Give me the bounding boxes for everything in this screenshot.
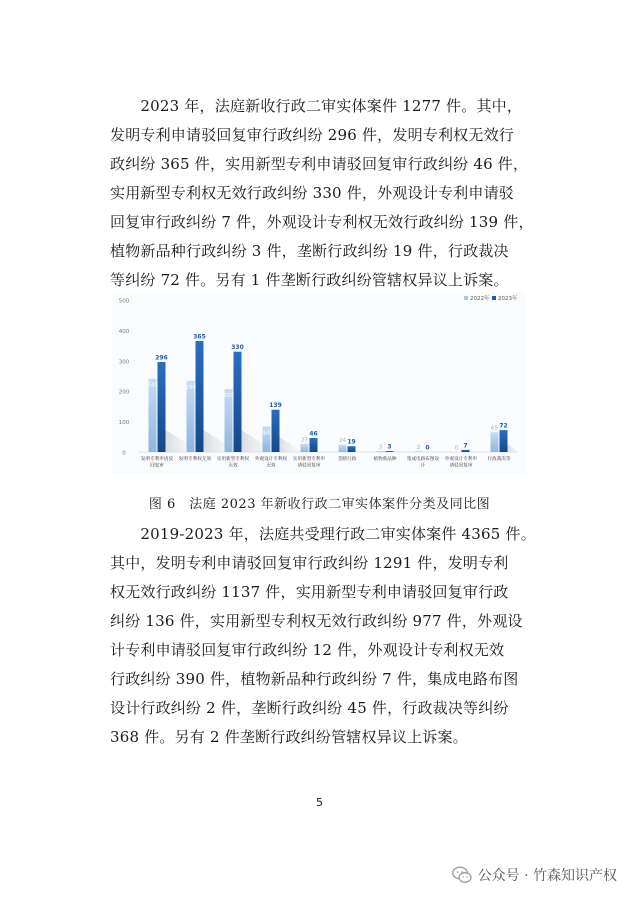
data-label: 241 xyxy=(147,382,158,389)
x-tick-label: 外观设计专利权 xyxy=(254,457,288,462)
y-tick-label: 400 xyxy=(118,328,130,335)
x-tick-label: 外观设计专利申 xyxy=(444,457,478,462)
paragraph-line: 计专利申请驳回复审行政纠纷 12 件，外观设计专利权无效 xyxy=(110,641,505,659)
data-label: 207 xyxy=(223,393,234,400)
bar-2022 xyxy=(491,432,499,452)
y-tick-label: 300 xyxy=(118,359,130,366)
x-tick-label: 回复审 xyxy=(150,463,164,469)
paragraph-line: 实用新型专利权无效行政纠纷 330 件，外观设计专利申请驳 xyxy=(110,184,514,202)
bar-2023 xyxy=(310,438,318,452)
paragraph-line: 设计行政纠纷 2 件，垄断行政纠纷 45 件，行政裁决等纠纷 xyxy=(110,699,509,717)
bar-2023 xyxy=(196,341,204,452)
watermark-text: 公众号 · 竹森知识产权 xyxy=(477,868,617,884)
paragraph-1 xyxy=(110,92,534,295)
bar-2023 xyxy=(234,352,242,452)
bar-2023 xyxy=(386,451,394,452)
bar-2022 xyxy=(415,451,423,452)
data-label: 24 xyxy=(339,438,346,445)
data-label: 3 xyxy=(378,444,383,451)
bar-2023 xyxy=(500,430,508,452)
x-tick-label: 实用新型专利权 xyxy=(216,457,250,462)
paragraph-line: 等纠纷 72 件。另有 1 件垄断行政纠纷管辖权异议上诉案。 xyxy=(110,271,509,289)
paragraph-line: 纠纷 136 件，实用新型专利权无效行政纠纷 977 件，外观设 xyxy=(110,612,523,630)
bar-2022 xyxy=(187,381,195,452)
x-tick-label: 无效 xyxy=(228,463,238,469)
bar-2022 xyxy=(301,444,309,452)
x-tick-label: 发明专利申请驳 xyxy=(140,457,174,462)
page-number: 5 xyxy=(316,796,323,809)
bar-2023 xyxy=(272,410,280,452)
x-tick-label: 计 xyxy=(420,463,426,469)
bar-2022 xyxy=(149,379,157,452)
paragraph-line: 发明专利申请驳回复审行政纠纷 296 件，发明专利权无效行 xyxy=(110,126,514,144)
y-tick-label: 200 xyxy=(118,389,130,396)
paragraph-line: 行政纠纷 390 件，植物新品种行政纠纷 7 件，集成电路布图 xyxy=(110,670,519,688)
y-tick-label: 0 xyxy=(122,450,126,457)
legend-swatch-2022 xyxy=(464,296,468,300)
data-label: 84 xyxy=(263,430,270,437)
x-tick-label: 植物新品种 xyxy=(373,457,397,462)
data-label: 0 xyxy=(454,445,459,452)
wechat-icon xyxy=(452,866,472,884)
data-label: 365 xyxy=(193,333,206,341)
data-label: 72 xyxy=(499,422,508,430)
legend-label-2023: 2023年 xyxy=(498,296,518,302)
paragraph-2 xyxy=(110,520,536,752)
paragraph-line: 政纠纷 365 件，实用新型专利申请驳回复审行政纠纷 46 件， xyxy=(110,155,529,173)
data-label: 65 xyxy=(491,425,498,432)
x-tick-label: 请驳回复审 xyxy=(449,463,473,469)
x-tick-label: 无效 xyxy=(266,463,276,469)
bar-2023 xyxy=(158,362,166,452)
data-label: 234 xyxy=(185,384,196,391)
watermark xyxy=(452,865,617,885)
bar-chart xyxy=(112,292,526,474)
paragraph-line: 植物新品种行政纠纷 3 件，垄断行政纠纷 19 件，行政裁决 xyxy=(110,242,509,260)
legend-label-2022: 2022年 xyxy=(470,296,490,302)
bar-2022 xyxy=(339,445,347,452)
data-label: 330 xyxy=(231,344,244,352)
paragraph-line: 368 件。另有 2 件垄断行政纠纷管辖权异议上诉案。 xyxy=(110,728,468,746)
y-tick-label: 500 xyxy=(118,298,130,305)
data-label: 139 xyxy=(269,402,282,410)
paragraph-line: 回复审行政纠纷 7 件，外观设计专利权无效行政纠纷 139 件， xyxy=(110,213,534,231)
data-label: 0 xyxy=(425,444,430,452)
x-tick-label: 行政裁决等 xyxy=(487,457,511,462)
x-tick-label: 垄断行政 xyxy=(337,457,357,462)
y-tick-label: 100 xyxy=(118,420,130,427)
figure-caption: 图 6 法庭 2023 年新收行政二审实体案件分类及同比图 xyxy=(148,497,491,512)
data-label: 296 xyxy=(155,354,168,362)
data-label: 2 xyxy=(416,444,421,451)
x-tick-label: 发明专利权无效 xyxy=(178,457,212,462)
x-tick-label: 实用新型专利申 xyxy=(292,457,326,462)
paragraph-line: 权无效行政纠纷 1137 件，实用新型专利申请驳回复审行政 xyxy=(110,583,509,601)
bar-2022 xyxy=(377,451,385,452)
x-tick-label: 集成电路布图设 xyxy=(406,457,440,462)
bar-2023 xyxy=(348,446,356,452)
data-label: 27 xyxy=(301,437,308,444)
bar-2023 xyxy=(462,450,470,452)
data-label: 46 xyxy=(309,430,318,438)
data-label: 7 xyxy=(463,442,468,450)
chart-svg xyxy=(112,292,526,474)
paragraph-line: 2023 年，法庭新收行政二审实体案件 1277 件。其中， xyxy=(110,97,523,115)
data-label: 19 xyxy=(347,438,356,446)
x-tick-label: 请驳回复审 xyxy=(297,463,321,469)
legend-swatch-2023 xyxy=(492,296,496,300)
data-label: 3 xyxy=(387,443,392,451)
paragraph-line: 其中，发明专利申请驳回复审行政纠纷 1291 件，发明专利 xyxy=(110,554,509,572)
paragraph-line: 2019-2023 年，法庭共受理行政二审实体案件 4365 件。 xyxy=(110,525,536,543)
